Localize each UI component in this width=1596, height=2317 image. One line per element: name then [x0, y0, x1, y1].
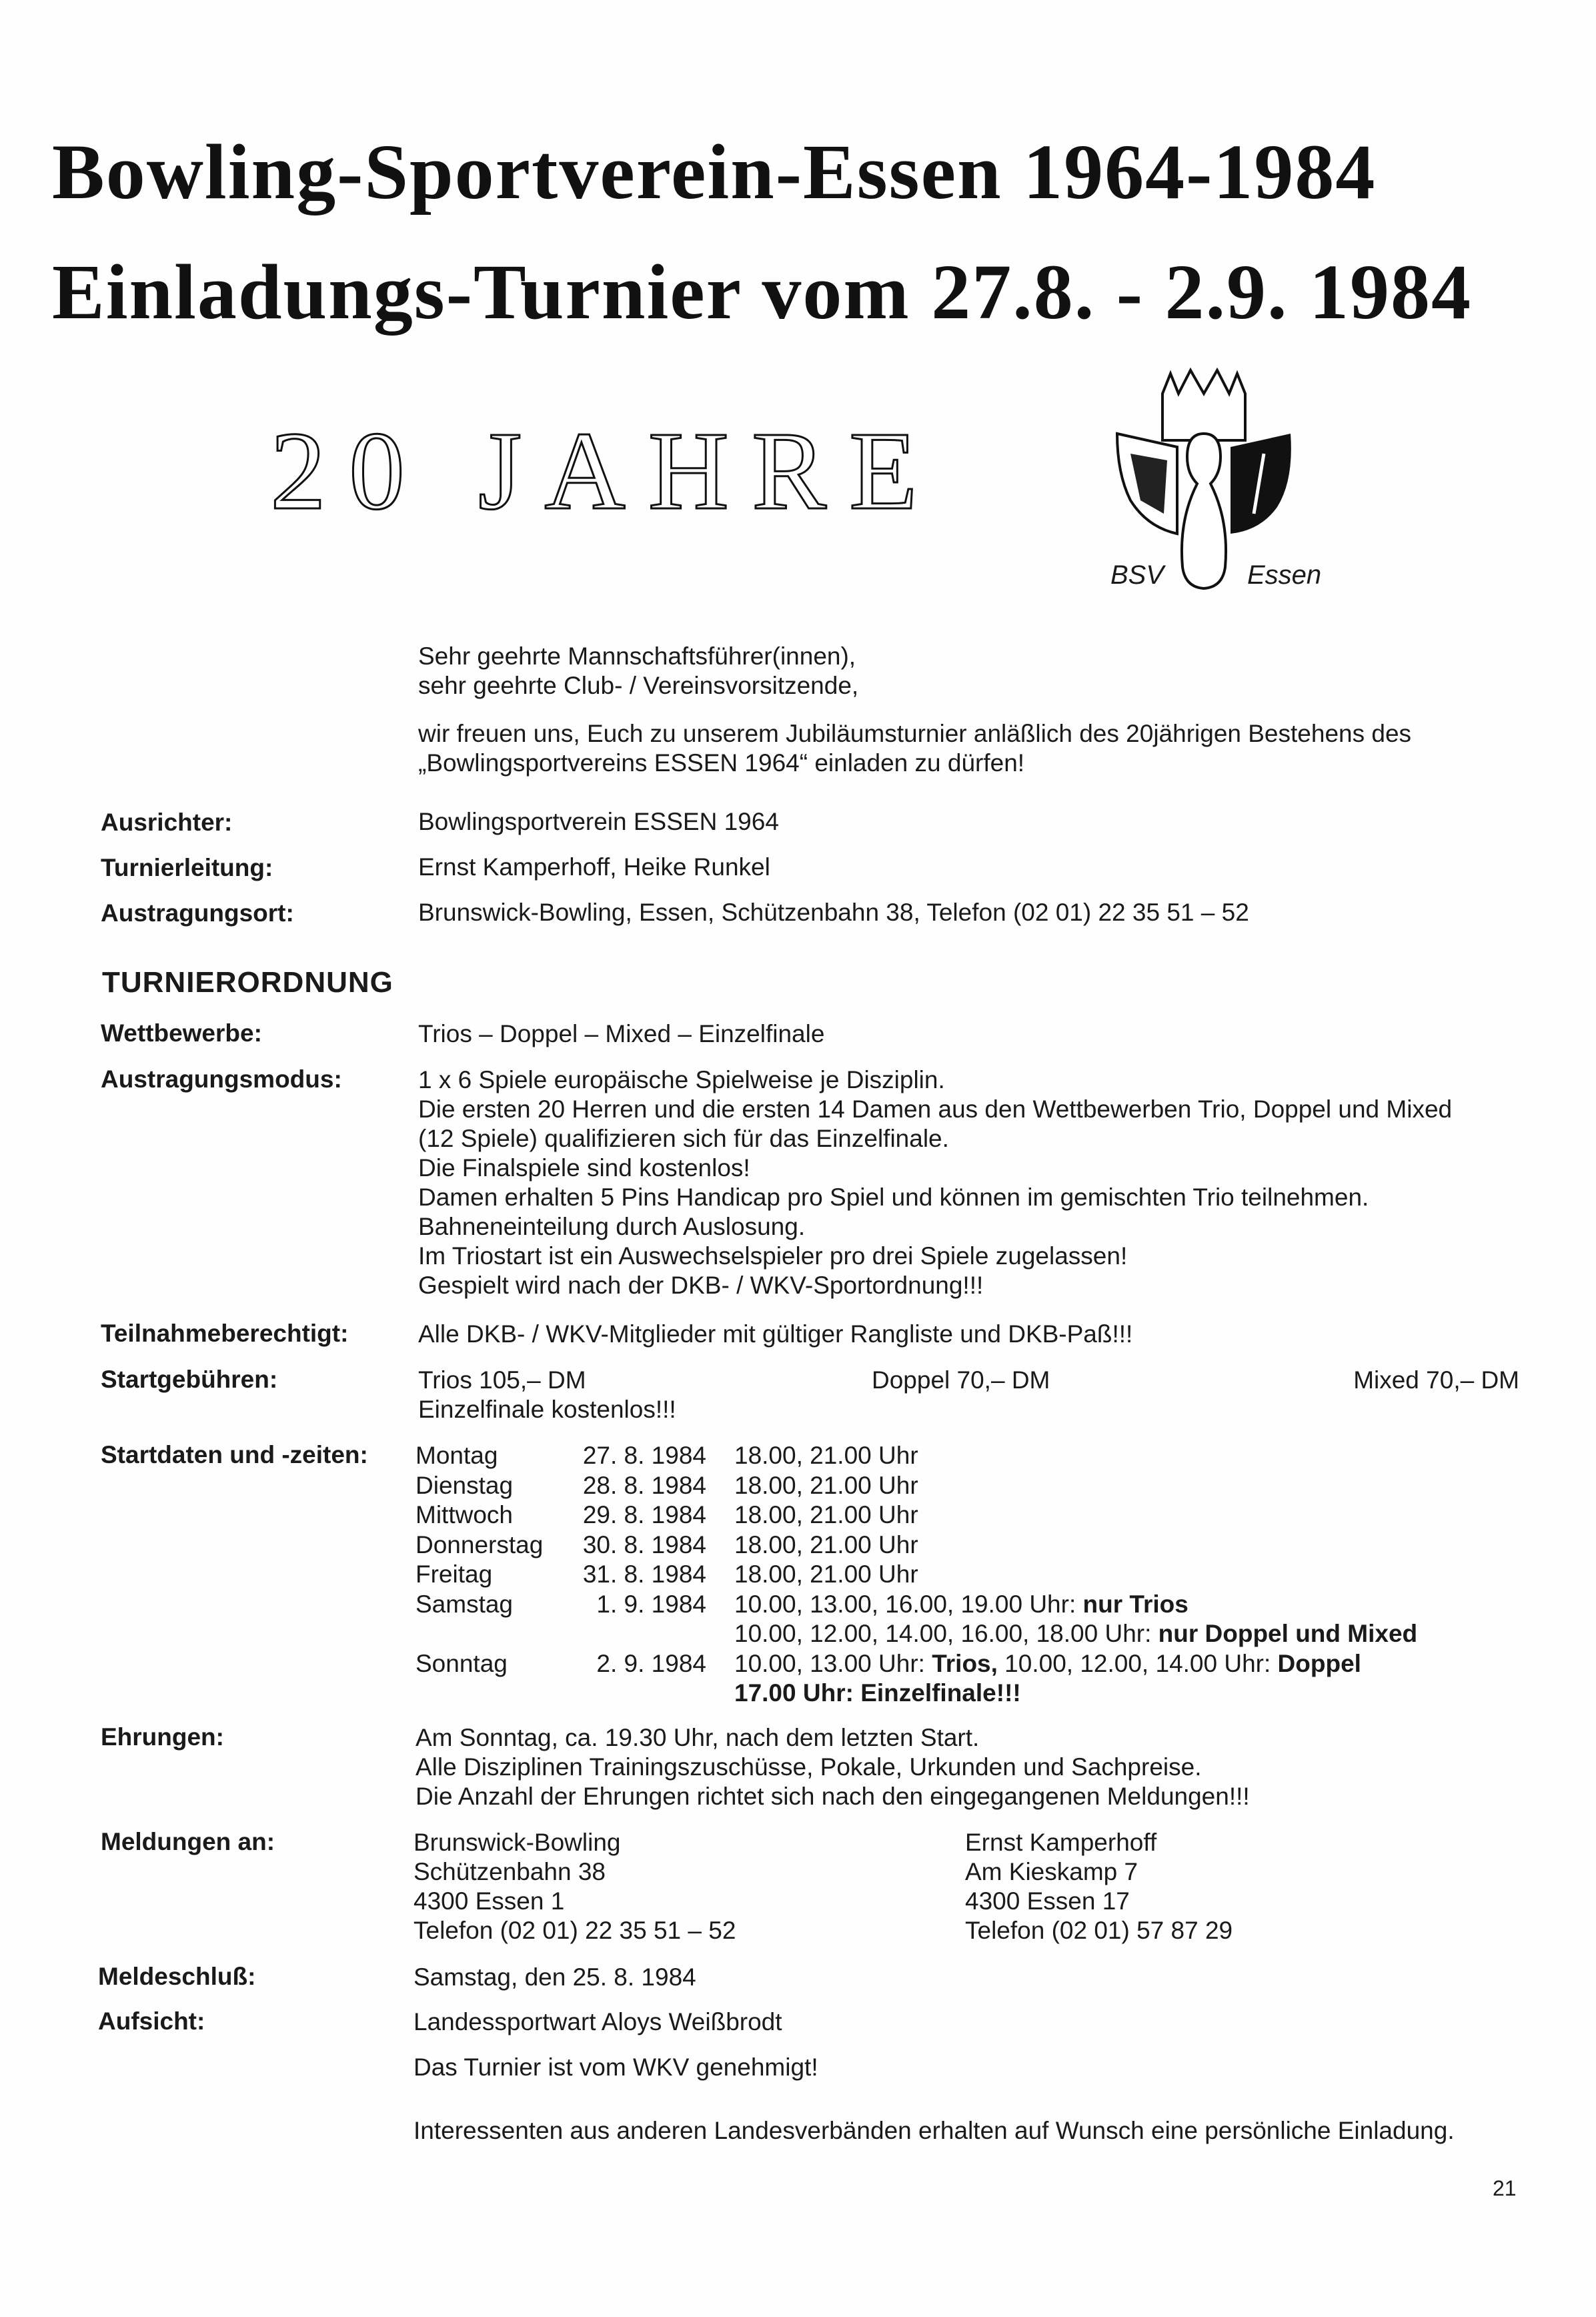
- logo-text-essen: Essen: [1247, 560, 1322, 590]
- day: Sonntag: [416, 1649, 508, 1677]
- time: [734, 1619, 1417, 1649]
- time-text: 10.00, 12.00, 14.00 Uhr:: [997, 1649, 1278, 1677]
- time: 18.00, 21.00 Uhr: [734, 1471, 918, 1499]
- fee-trios: Trios 105,– DM: [418, 1366, 586, 1394]
- value-meldeschluss: Samstag, den 25. 8. 1984: [414, 1963, 696, 1991]
- intro-line-1: wir freuen uns, Euch zu unserem Jubiläumsturnier anläßlich des 20jährigen Bestehens des: [418, 720, 1412, 747]
- time-text: 10.00, 13.00 Uhr:: [734, 1649, 932, 1677]
- day: Montag: [416, 1442, 498, 1469]
- day: Dienstag: [416, 1471, 514, 1499]
- modus-line: Bahneneinteilung durch Auslosung.: [418, 1213, 806, 1240]
- day: Freitag: [416, 1560, 493, 1588]
- anniversary-heading: 20 JAHRE: [270, 409, 940, 533]
- modus-line: Die ersten 20 Herren und die ersten 14 Damen aus den Wettbewerben Trio, Doppel und Mixed: [418, 1095, 1453, 1123]
- label-ausrichter: Ausrichter:: [101, 809, 233, 836]
- label-aufsicht: Aufsicht:: [98, 2007, 205, 2035]
- time-note: 17.00 Uhr: Einzelfinale!!!: [734, 1679, 1021, 1707]
- address-line: Schützenbahn 38: [414, 1858, 606, 1885]
- intro-line-2: „Bowlingsportvereins ESSEN 1964“ einladen zu dürfen!: [418, 749, 1025, 777]
- time-note: nur Trios: [1082, 1590, 1188, 1618]
- time-note: nur Doppel und Mixed: [1158, 1620, 1418, 1647]
- modus-line: 1 x 6 Spiele europäische Spielweise je Disziplin.: [418, 1066, 945, 1093]
- label-meldeschluss: Meldeschluß:: [98, 1963, 256, 1990]
- ehrungen-line: Alle Disziplinen Trainingszuschüsse, Pokale, Urkunden und Sachpreise.: [416, 1753, 1202, 1781]
- ehrungen-line: Die Anzahl der Ehrungen richtet sich nach den eingegangenen Meldungen!!!: [416, 1783, 1250, 1810]
- fee-einzelfinale: Einzelfinale kostenlos!!!: [418, 1396, 676, 1423]
- address-line: 4300 Essen 17: [965, 1887, 1130, 1915]
- time-text: 10.00, 13.00, 16.00, 19.00 Uhr:: [734, 1590, 1083, 1618]
- salutation: [418, 642, 858, 701]
- page-number: 21: [1493, 2176, 1517, 2200]
- time-note: Trios,: [932, 1649, 998, 1677]
- label-modus: Austragungsmodus:: [101, 1065, 342, 1093]
- modus-line: Im Triostart ist ein Auswechselspieler pro drei Spiele zugelassen!: [418, 1242, 1128, 1270]
- salutation-line-2: sehr geehrte Club- / Vereinsvorsitzende,: [418, 672, 859, 699]
- salutation-line-1: Sehr geehrte Mannschaftsführer(innen),: [418, 642, 856, 670]
- day: Samstag: [416, 1590, 514, 1618]
- modus-line: Die Finalspiele sind kostenlos!: [418, 1154, 750, 1182]
- address-line: Telefon (02 01) 22 35 51 – 52: [414, 1917, 736, 1944]
- title-line-1: Bowling-Sportverein-Essen 1964-1984: [52, 128, 1377, 215]
- section-title: TURNIERORDNUNG: [102, 966, 393, 999]
- modus-line: Gespielt wird nach der DKB- / WKV-Sportordnung!!!: [418, 1272, 984, 1299]
- approval-note: Das Turnier ist vom WKV genehmigt!: [414, 2053, 818, 2081]
- date: 29. 8. 1984: [582, 1501, 706, 1528]
- day: Donnerstag: [416, 1530, 544, 1558]
- value-turnierleitung: Ernst Kamperhoff, Heike Runkel: [418, 853, 770, 881]
- address-line: Am Kieskamp 7: [965, 1858, 1138, 1885]
- value-aufsicht: Landessportwart Aloys Weißbrodt: [414, 2008, 782, 2035]
- value-ausrichter: Bowlingsportverein ESSEN 1964: [418, 808, 779, 835]
- label-teilnahme: Teilnahmeberechtigt:: [101, 1320, 349, 1347]
- label-startdaten: Startdaten und -zeiten:: [101, 1441, 368, 1468]
- label-startgebuehren: Startgebühren:: [101, 1366, 278, 1393]
- address-brunswick: [414, 1828, 736, 1945]
- label-austragungsort: Austragungsort:: [101, 899, 294, 927]
- time: 18.00, 21.00 Uhr: [734, 1442, 918, 1469]
- modus-line: (12 Spiele) qualifizieren sich für das Einzelfinale.: [418, 1125, 949, 1152]
- day: Mittwoch: [416, 1501, 513, 1528]
- time: 18.00, 21.00 Uhr: [734, 1560, 918, 1588]
- date: 30. 8. 1984: [582, 1530, 706, 1558]
- date: 31. 8. 1984: [582, 1560, 706, 1588]
- fee-doppel: Doppel 70,– DM: [872, 1366, 1050, 1394]
- time-note: Doppel: [1277, 1649, 1361, 1677]
- time: 18.00, 21.00 Uhr: [734, 1530, 918, 1558]
- time-text: 10.00, 12.00, 14.00, 16.00, 18.00 Uhr:: [734, 1620, 1158, 1647]
- title-line-2: Einladungs-Turnier vom 27.8. - 2.9. 1984: [52, 248, 1472, 336]
- address-line: Brunswick-Bowling: [414, 1829, 621, 1856]
- footer-note: Interessenten aus anderen Landesverbänden erhalten auf Wunsch eine persönliche Einladung.: [414, 2117, 1455, 2144]
- logo-text-bsv: BSV: [1110, 560, 1164, 590]
- label-ehrungen: Ehrungen:: [101, 1723, 224, 1751]
- value-ehrungen: [416, 1723, 1250, 1811]
- label-wettbewerbe: Wettbewerbe:: [101, 1019, 262, 1047]
- label-meldungen: Meldungen an:: [101, 1828, 275, 1855]
- value-austragungsort: Brunswick-Bowling, Essen, Schützenbahn 38, Telefon (02 01) 22 35 51 – 52: [418, 899, 1249, 926]
- crest-icon: [1104, 367, 1311, 594]
- time: 18.00, 21.00 Uhr: [734, 1501, 918, 1528]
- address-kamperhoff: [965, 1828, 1233, 1945]
- address-line: 4300 Essen 1: [414, 1887, 565, 1915]
- time: [734, 1590, 1188, 1620]
- address-line: Telefon (02 01) 57 87 29: [965, 1917, 1233, 1944]
- date: 1. 9. 1984: [596, 1590, 706, 1618]
- value-wettbewerbe: Trios – Doppel – Mixed – Einzelfinale: [418, 1020, 825, 1047]
- value-modus: [418, 1065, 1452, 1300]
- value-teilnahme: Alle DKB- / WKV-Mitglieder mit gültiger Rangliste und DKB-Paß!!!: [418, 1320, 1133, 1348]
- ehrungen-line: Am Sonntag, ca. 19.30 Uhr, nach dem letzten Start.: [416, 1724, 980, 1751]
- modus-line: Damen erhalten 5 Pins Handicap pro Spiel und können im gemischten Trio teilnehmen.: [418, 1184, 1369, 1211]
- date: 2. 9. 1984: [596, 1649, 706, 1677]
- fee-mixed: Mixed 70,– DM: [1353, 1366, 1519, 1394]
- label-turnierleitung: Turnierleitung:: [101, 854, 273, 881]
- intro-body: [418, 719, 1411, 778]
- club-logo: [1104, 367, 1322, 594]
- address-line: Ernst Kamperhoff: [965, 1829, 1157, 1856]
- time: [734, 1649, 1361, 1679]
- date: 28. 8. 1984: [582, 1471, 706, 1499]
- date: 27. 8. 1984: [582, 1442, 706, 1469]
